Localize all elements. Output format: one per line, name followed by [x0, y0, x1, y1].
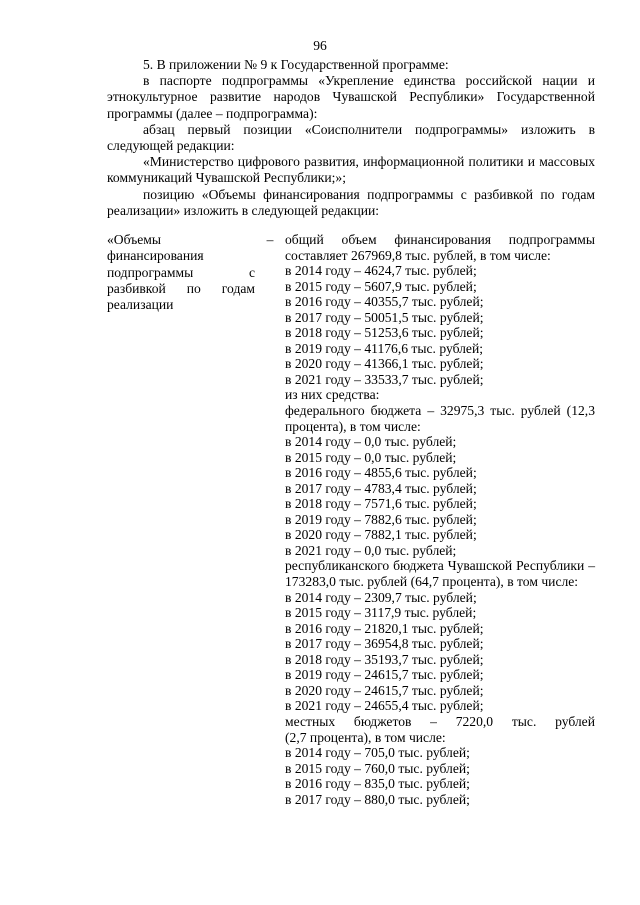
intro-paragraph: 5. В приложении № 9 к Государственной программе: — [143, 57, 449, 72]
intro-text — [107, 57, 595, 219]
intro-paragraph: «Министерство цифрового развития, информационной политики и массовых коммуникаций Чувашской Республики;»; — [107, 154, 595, 186]
funding-label: «Объемы финансирования подпрограммы с разбивкой по годам реализации — [107, 232, 255, 313]
local-budget-share: (2,7 процента), в том числе: — [285, 729, 446, 745]
republic-year-line: в 2017 году – 36954,8 тыс. рублей; — [285, 636, 484, 652]
funding-details — [285, 232, 595, 807]
local-year-line: в 2016 году – 835,0 тыс. рублей; — [285, 776, 470, 792]
intro-paragraph: в паспорте подпрограммы «Укрепление единства российской нации и этнокультурное развитие народов Чувашской Республики» Государственной программы (далее – подпрограмма): — [107, 73, 595, 121]
total-year-line: в 2015 году – 5607,9 тыс. рублей; — [285, 278, 477, 294]
total-year-line: в 2020 году – 41366,1 тыс. рублей; — [285, 356, 484, 372]
republic-budget: республиканского бюджета Чувашской Республики – 173283,0 тыс. рублей (64,7 процента), в том числе: — [285, 558, 595, 590]
total-year-line: в 2021 году – 33533,7 тыс. рублей; — [285, 371, 484, 387]
page-number: 96 — [313, 38, 327, 53]
federal-year-line: в 2018 году – 7571,6 тыс. рублей; — [285, 496, 477, 512]
federal-year-line: в 2017 году – 4783,4 тыс. рублей; — [285, 480, 477, 496]
federal-budget: федерального бюджета – 32975,3 тыс. рублей (12,3 процента), в том числе: — [285, 403, 595, 434]
local-year-line: в 2014 году – 705,0 тыс. рублей; — [285, 745, 470, 761]
total-year-line: в 2014 году – 4624,7 тыс. рублей; — [285, 263, 477, 279]
funding-table — [107, 232, 595, 807]
total-year-line: в 2019 году – 41176,6 тыс. рублей; — [285, 340, 484, 356]
intro-paragraph: абзац первый позиции «Соисполнители подпрограммы» изложить в следующей редакции: — [107, 121, 595, 154]
federal-year-line: в 2020 году – 7882,1 тыс. рублей; — [285, 527, 477, 543]
dash-separator: – — [266, 232, 274, 247]
total-year-line: в 2017 году – 50051,5 тыс. рублей; — [285, 309, 484, 325]
total-funding: общий объем финансирования подпрограммы составляет 267969,8 тыс. рублей, в том числе: — [285, 232, 595, 263]
republic-year-line: в 2016 году – 21820,1 тыс. рублей; — [285, 620, 484, 636]
total-year-line: в 2016 году – 40355,7 тыс. рублей; — [285, 294, 484, 310]
federal-year-line: в 2014 году – 0,0 тыс. рублей; — [285, 434, 457, 450]
republic-year-line: в 2021 году – 24655,4 тыс. рублей; — [285, 698, 484, 714]
republic-year-line: в 2014 году – 2309,7 тыс. рублей; — [285, 589, 477, 605]
local-budget: местных бюджетов – 7220,0 тыс. рублей — [285, 713, 595, 729]
republic-year-line: в 2019 году – 24615,7 тыс. рублей; — [285, 667, 484, 683]
intro-paragraph: позицию «Объемы финансирования подпрограммы с разбивкой по годам реализации» изложить в следующей редакции: — [107, 186, 595, 218]
republic-year-line: в 2020 году – 24615,7 тыс. рублей; — [285, 682, 484, 698]
republic-year-line: в 2018 году – 35193,7 тыс. рублей; — [285, 651, 484, 667]
federal-year-line: в 2019 году – 7882,6 тыс. рублей; — [285, 511, 477, 527]
local-year-line: в 2015 году – 760,0 тыс. рублей; — [285, 760, 470, 776]
federal-year-line: в 2016 году – 4855,6 тыс. рублей; — [285, 465, 477, 481]
federal-year-line: в 2015 году – 0,0 тыс. рублей; — [285, 449, 457, 465]
local-year-line: в 2017 году – 880,0 тыс. рублей; — [285, 791, 470, 807]
federal-year-line: в 2021 году – 0,0 тыс. рублей; — [285, 542, 457, 558]
of-them-label: из них средства: — [285, 387, 380, 403]
total-year-line: в 2018 году – 51253,6 тыс. рублей; — [285, 325, 484, 341]
republic-year-line: в 2015 году – 3117,9 тыс. рублей; — [285, 605, 477, 621]
